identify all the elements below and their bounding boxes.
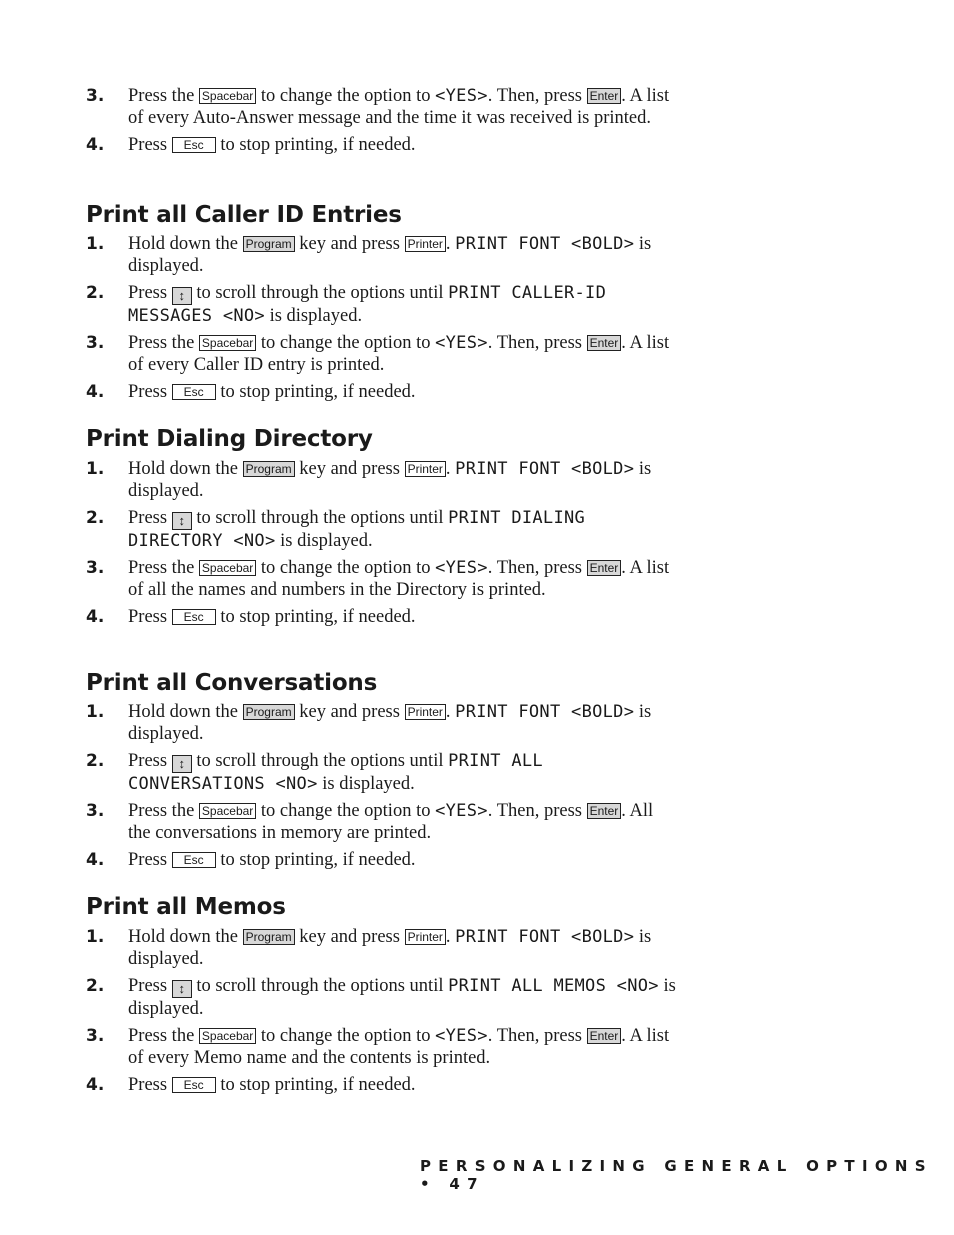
step-text: key and press [299,927,400,947]
step-text: Press the [128,86,195,106]
scroll-arrow-key-icon: ↕ [172,980,192,998]
program-key: Program [243,704,295,720]
esc-key: Esc [172,137,216,153]
step-text: key and press [299,459,400,479]
step-number: 2. [86,751,105,771]
step-3 [86,1025,676,1069]
display-text: PRINT DIALING DIRECTORY <NO> [128,508,586,551]
step-text: to change the option to [260,801,431,821]
step-text: is displayed. [322,774,415,794]
esc-key: Esc [172,852,216,868]
step-text: to change the option to [260,86,431,106]
step-text: Press [128,1075,168,1095]
page-footer: PERSONALIZING GENERAL OPTIONS • 47 [420,1157,933,1193]
step-number: 4. [86,1075,105,1095]
enter-key: Enter [587,1028,622,1044]
program-key: Program [243,929,295,945]
step-text: to scroll through the options until [196,283,444,303]
display-text: PRINT ALL CONVERSATIONS <NO> [128,751,543,794]
step-4 [86,1074,676,1096]
step-text: is displayed. [269,306,363,326]
caller-id-steps [86,233,676,408]
step-number: 2. [86,508,105,528]
program-key: Program [243,461,295,477]
spacebar-key: Spacebar [199,88,256,104]
step-number: 3. [86,801,105,821]
step-1: 1. Hold down the Program key and press Printer . PRINT FONT <BOLD> is displayed. [86,234,652,276]
spacebar-key: Spacebar [199,1028,256,1044]
step-1: 1. Hold down the Program key and press Printer . PRINT FONT <BOLD> is displayed. [86,459,652,501]
step-text: key and press [299,234,400,254]
display-text: <YES> [435,1026,488,1046]
conversations-steps [86,701,676,876]
step-text: Press the [128,801,195,821]
step-3 [86,332,676,376]
step-text: to change the option to [260,558,431,578]
printer-key: Printer [405,929,446,945]
step-text: . A list of every Memo name and the contents is printed. [128,1026,670,1068]
step-text: . Then, press [487,1026,582,1046]
step-4 [86,134,676,156]
display-text: <YES> [435,801,488,821]
step-3 [86,557,676,601]
memos-steps [86,926,676,1101]
dialing-directory-steps [86,458,676,633]
step-number: 4. [86,135,105,155]
step-text: . A list of all the names and numbers in the Directory is printed. [128,558,670,600]
step-text: Hold down the [128,459,238,479]
program-key: Program [243,236,295,252]
step-text: Press [128,976,168,996]
step-4 [86,849,676,871]
step-text: Press [128,850,168,870]
enter-key: Enter [587,803,622,819]
step-text: to scroll through the options until [196,751,444,771]
step-3 [86,85,676,129]
printer-key: Printer [405,461,446,477]
scroll-arrow-key-icon: ↕ [172,755,192,773]
display-text: PRINT CALLER-ID MESSAGES <NO> [128,283,607,326]
step-4 [86,606,676,628]
printer-key: Printer [405,704,446,720]
enter-key: Enter [587,560,622,576]
step-number: 3. [86,1026,105,1046]
step-text: Hold down the [128,234,238,254]
step-text: Press [128,135,168,155]
display-text: PRINT FONT <BOLD> [455,459,635,479]
step-1: 1. Hold down the Program key and press Printer . PRINT FONT <BOLD> is displayed. [86,927,652,969]
display-text: PRINT FONT <BOLD> [455,702,635,722]
section-heading-caller-id: Print all Caller ID Entries [86,202,402,228]
step-text: to stop printing, if needed. [220,607,416,627]
step-1: 1. Hold down the Program key and press Printer . PRINT FONT <BOLD> is displayed. [86,702,652,744]
step-text: is displayed. [128,459,652,501]
step-text: Press [128,607,168,627]
scroll-arrow-key-icon: ↕ [172,512,192,530]
display-text: <YES> [435,558,488,578]
section-heading-conversations: Print all Conversations [86,670,378,696]
step-text: Hold down the [128,927,238,947]
step-number: 2. [86,976,105,996]
step-text: is displayed. [128,234,652,276]
step-text: key and press [299,702,400,722]
display-text: PRINT FONT <BOLD> [455,927,635,947]
step-text: Press [128,751,168,771]
step-text: . Then, press [487,86,582,106]
step-number: 1. [86,927,105,947]
step-text: to change the option to [260,333,431,353]
step-text: to stop printing, if needed. [220,382,416,402]
spacebar-key: Spacebar [199,335,256,351]
esc-key: Esc [172,609,216,625]
step-text: is displayed. [280,531,373,551]
step-text: to stop printing, if needed. [220,850,416,870]
step-text: . Then, press [487,801,582,821]
step-4 [86,381,676,403]
step-text: is displayed. [128,927,652,969]
step-text: is displayed. [128,976,676,1019]
step-text: is displayed. [128,702,652,744]
step-text: . Then, press [487,333,582,353]
display-text: <YES> [435,333,488,353]
step-text: . A list of every Auto-Answer message and the time it was received is printed. [128,86,670,128]
step-number: 1. [86,459,105,479]
step-text: Press the [128,1026,195,1046]
enter-key: Enter [587,88,622,104]
step-number: 4. [86,607,105,627]
step-text: Press the [128,558,195,578]
step-number: 4. [86,382,105,402]
esc-key: Esc [172,1077,216,1093]
step-text: Hold down the [128,702,238,722]
step-text: to scroll through the options until [196,976,444,996]
step-text: Press [128,382,168,402]
display-text: PRINT ALL MEMOS <NO> [448,976,659,996]
enter-key: Enter [587,335,622,351]
step-text: to change the option to [260,1026,431,1046]
step-text: . A list of every Caller ID entry is printed. [128,333,670,375]
step-2 [86,750,676,795]
spacebar-key: Spacebar [199,803,256,819]
esc-key: Esc [172,384,216,400]
step-2 [86,975,676,1020]
step-text: Press [128,283,168,303]
step-number: 2. [86,283,105,303]
step-text: to stop printing, if needed. [220,1075,416,1095]
step-number: 4. [86,850,105,870]
step-text: . Then, press [487,558,582,578]
step-number: 1. [86,234,105,254]
step-number: 3. [86,333,105,353]
printer-key: Printer [405,236,446,252]
step-2 [86,282,676,327]
step-3 [86,800,676,844]
section-heading-memos: Print all Memos [86,894,286,920]
scroll-arrow-key-icon: ↕ [172,287,192,305]
step-number: 1. [86,702,105,722]
step-text: to stop printing, if needed. [220,135,416,155]
step-text: Press the [128,333,195,353]
spacebar-key: Spacebar [199,560,256,576]
step-2 [86,507,676,552]
step-text: to scroll through the options until [196,508,444,528]
step-text: Press [128,508,168,528]
display-text: <YES> [435,86,488,106]
step-number: 3. [86,86,105,106]
step-text: . All the conversations in memory are printed. [128,801,654,843]
intro-steps [86,85,676,161]
section-heading-dialing-directory: Print Dialing Directory [86,426,373,452]
step-number: 3. [86,558,105,578]
display-text: PRINT FONT <BOLD> [455,234,635,254]
